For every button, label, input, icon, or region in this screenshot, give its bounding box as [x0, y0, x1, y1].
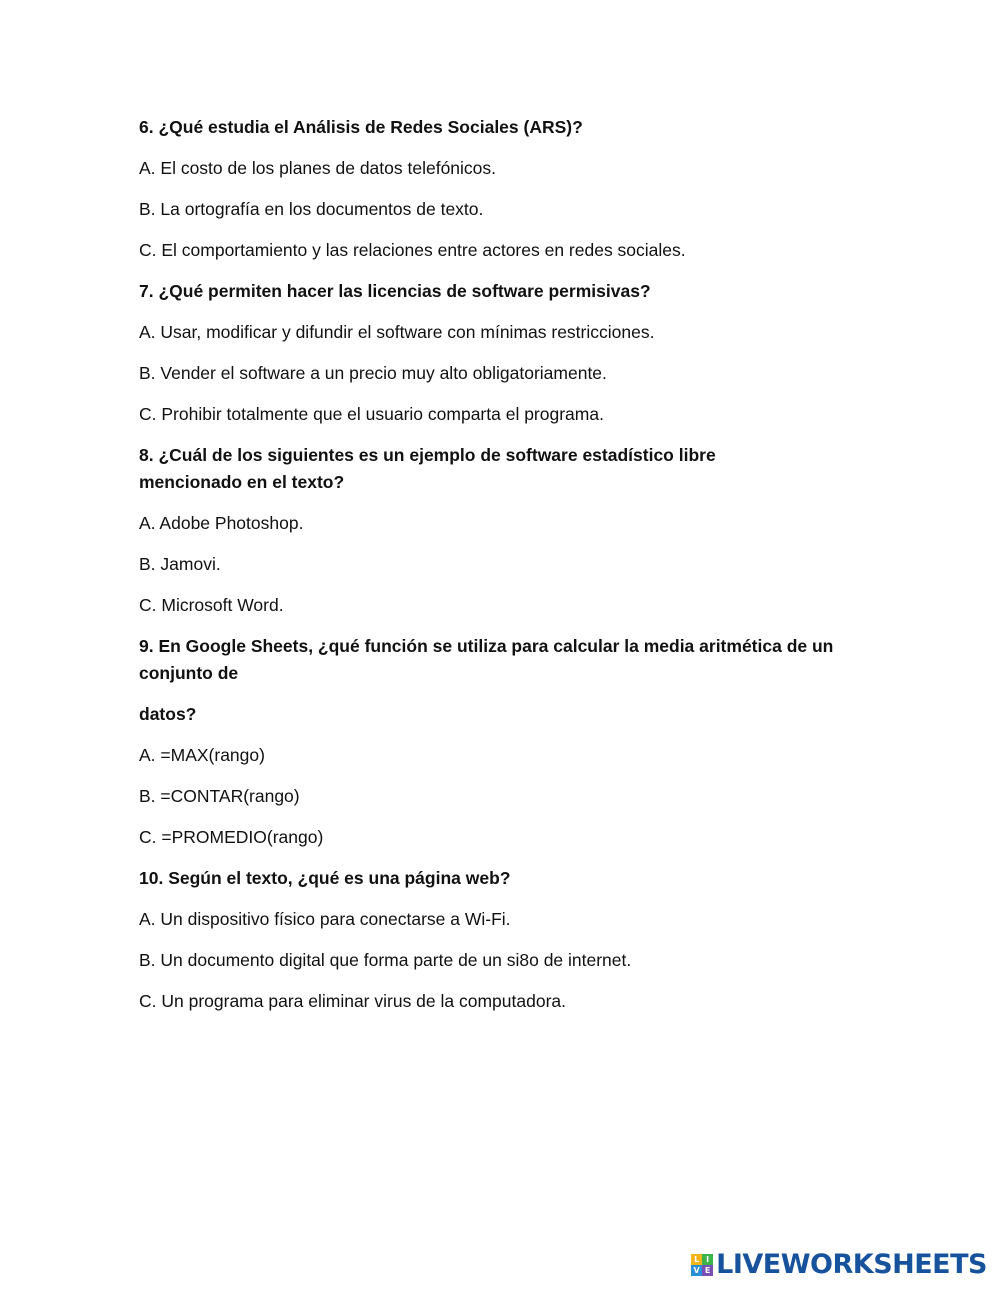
- liveworksheets-logo-mark-icon: [691, 1254, 713, 1276]
- logo-mark-letter: L: [691, 1254, 702, 1265]
- question-6-option-b: B. La ortografía en los documentos de texto.: [139, 199, 484, 219]
- question-8-option-a: A. Adobe Photoshop.: [139, 513, 304, 533]
- question-7-option-b: B. Vender el software a un precio muy alto obligatoriamente.: [139, 363, 607, 383]
- question-7: 7. ¿Qué permiten hacer las licencias de software permisivas?: [139, 281, 651, 301]
- question-9-continuation: datos?: [139, 704, 197, 724]
- question-9: 9. En Google Sheets, ¿qué función se utiliza para calcular la media aritmética de un conjunto de: [139, 636, 834, 683]
- question-8-option-b: B. Jamovi.: [139, 554, 221, 574]
- question-8: 8. ¿Cuál de los siguientes es un ejemplo de software estadístico libre mencionado en el texto?: [139, 445, 716, 492]
- question-10: 10. Según el texto, ¿qué es una página web?: [139, 868, 511, 888]
- question-10-option-b: B. Un documento digital que forma parte de un si8o de internet.: [139, 950, 632, 970]
- logo-mark-letter: I: [702, 1254, 713, 1265]
- worksheet-content: [139, 114, 869, 1029]
- question-9-option-b: B. =CONTAR(rango): [139, 786, 300, 806]
- question-7-option-c: C. Prohibir totalmente que el usuario comparta el programa.: [139, 404, 604, 424]
- question-7-option-a: A. Usar, modificar y difundir el software con mínimas restricciones.: [139, 322, 655, 342]
- question-10-option-a: A. Un dispositivo físico para conectarse a Wi-Fi.: [139, 909, 511, 929]
- logo-mark-letter: V: [691, 1265, 702, 1276]
- question-10-option-c: C. Un programa para eliminar virus de la computadora.: [139, 991, 566, 1011]
- question-6: 6. ¿Qué estudia el Análisis de Redes Sociales (ARS)?: [139, 117, 583, 137]
- liveworksheets-logo-text: LIVEWORKSHEETS: [716, 1249, 987, 1280]
- question-6-option-c: C. El comportamiento y las relaciones entre actores en redes sociales.: [139, 240, 686, 260]
- logo-mark-letter: E: [702, 1265, 713, 1276]
- question-8-option-c: C. Microsoft Word.: [139, 595, 284, 615]
- liveworksheets-logo: [691, 1248, 987, 1282]
- question-9-option-a: A. =MAX(rango): [139, 745, 265, 765]
- question-6-option-a: A. El costo de los planes de datos telefónicos.: [139, 158, 497, 178]
- question-9-option-c: C. =PROMEDIO(rango): [139, 827, 324, 847]
